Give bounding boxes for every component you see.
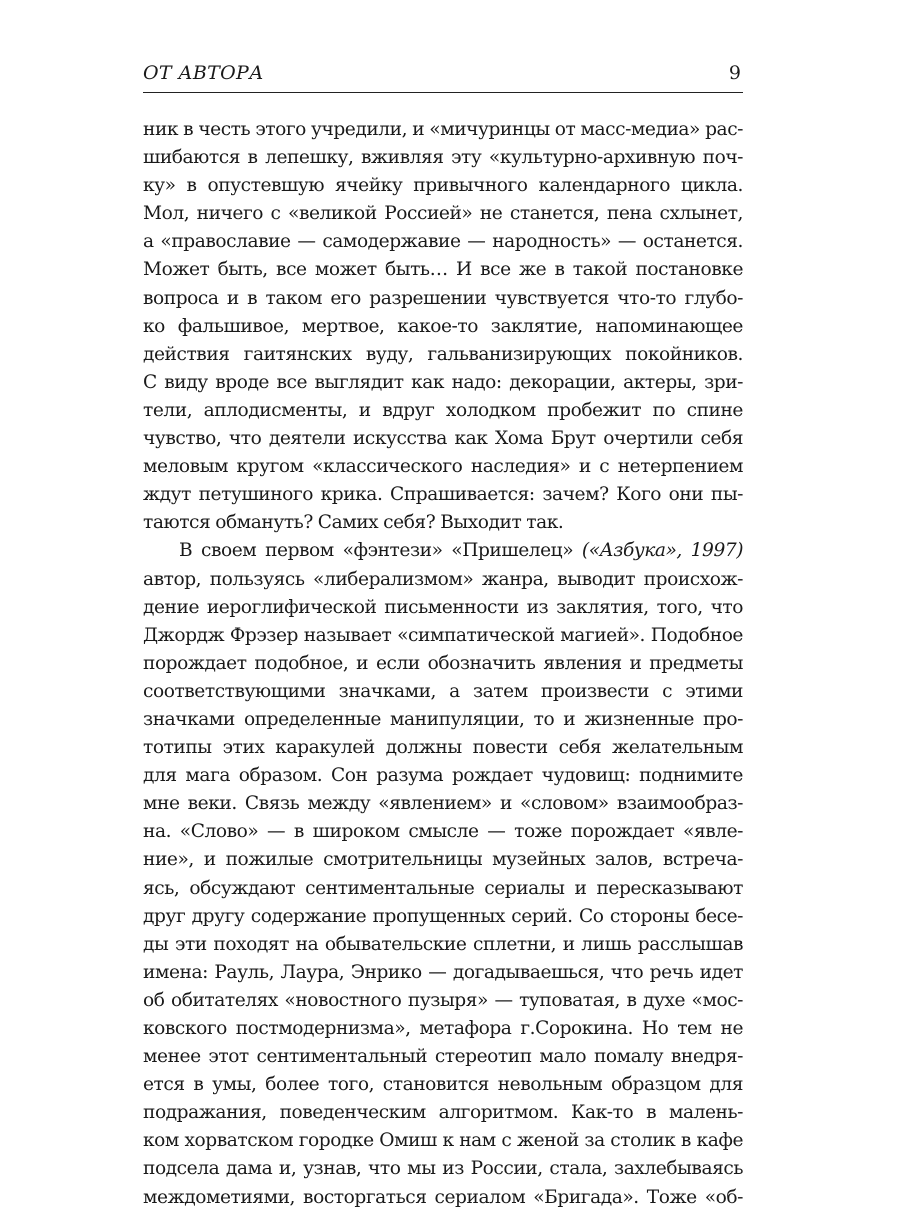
text-line [143,200,743,228]
line-text: чувство, что деятели искусства как Хома Брут очертили себя [143,428,743,450]
text-line [143,1184,743,1212]
text-line [143,594,743,622]
line-text: Мол, ничего с «великой Россией» не станется, пена схлынет, [143,203,743,225]
line-text: В своем первом «фэнтези» «Пришелец» [179,540,582,562]
line-text: автор, пользуясь «либерализмом» жанра, выводит происхож- [143,568,743,590]
text-line [143,481,743,509]
text-line [143,790,743,818]
text-line [143,903,743,931]
text-line [143,706,743,734]
text-line [143,818,743,846]
text-line [143,566,743,594]
line-text: шибаются в лепешку, вживляя эту «культурно-архивную поч- [143,147,743,169]
line-italic-citation: («Азбука», 1997) [581,540,744,562]
text-line [143,116,743,144]
line-text: для мага образом. Сон разума рождает чудовищ: поднимите [143,765,743,787]
line-text: ник в честь этого учредили, и «мичуринцы от масс-медиа» рас- [143,119,743,140]
running-header [143,62,743,93]
text-line [143,228,743,256]
text-line [143,1155,743,1183]
line-text: ку» в опустевшую ячейку привычного календарного цикла. [143,175,743,197]
text-line [143,650,743,678]
line-text: менее этот сентиментальный стереотип мало помалу внедря- [143,1046,743,1068]
text-line [143,1099,743,1127]
line-text: тели, аплодисменты, и вдруг холодком пробежит по спине [143,399,743,421]
line-text: ждут петушиного крика. Спрашивается: зачем? Кого они пы- [143,484,743,506]
line-text: Может быть, все может быть… И все же в такой постановке [143,259,743,281]
text-line [143,1015,743,1043]
text-line [143,537,743,565]
text-line [143,1071,743,1099]
line-text: ется в умы, более того, становится невольным образцом для [143,1074,743,1096]
text-line [143,453,743,481]
text-line [143,875,743,903]
text-line [143,762,743,790]
body-text [143,116,743,1212]
text-line [143,341,743,369]
line-text: друг другу содержание пропущенных серий. Со стороны бесе- [143,905,743,927]
line-text: ковского постмодернизма», метафора г.Сорокина. Но тем не [143,1018,743,1039]
line-text: подсела дама и, узнав, что мы из России, стала, захлебываясь [143,1158,743,1180]
text-line [143,987,743,1015]
page-number: 9 [728,62,741,84]
text-line [143,509,743,537]
text-line [143,313,743,341]
line-text: мне веки. Связь между «явлением» и «словом» взаимообраз- [143,793,743,815]
line-text: значками определенные манипуляции, то и жизненные про- [143,708,743,730]
line-text: соответствующими значками, а затем произвести с этими [143,680,743,702]
text-line [143,846,743,874]
text-line [143,1127,743,1155]
text-line [143,931,743,959]
line-text: тотипы этих каракулей должны повести себя желательным [143,737,743,759]
line-text: ясь, обсуждают сентиментальные сериалы и пересказывают [143,877,743,899]
line-text: ко фальшивое, мертвое, какое-то заклятие, напоминающее [143,315,743,337]
line-text: Джордж Фрэзер называет «симпатической магией». Подобное [143,624,743,646]
text-line [143,285,743,313]
text-line [143,1043,743,1071]
text-line [143,144,743,172]
line-text: действия гаитянских вуду, гальванизирующих покойников. [143,343,743,365]
line-text: дение иероглифической письменности из заклятия, того, что [143,596,743,618]
line-text: меловым кругом «классического наследия» и с нетерпением [143,456,743,478]
text-line [143,397,743,425]
text-line [143,172,743,200]
text-line [143,734,743,762]
line-text: ние», и пожилые смотрительницы музейных залов, встреча- [143,849,743,871]
text-line [143,369,743,397]
line-text: порождает подобное, и если обозначить явления и предметы [143,652,743,674]
line-text: вопроса и в таком его разрешении чувствуется что-то глубо- [143,287,743,309]
line-text: ды эти походят на обывательские сплетни, и лишь расслышав [143,933,743,955]
line-text: а «православие — самодержавие — народность» — останется. [143,231,743,253]
text-line [143,622,743,650]
text-line [143,256,743,284]
running-title: ОТ АВТОРА [143,62,264,84]
line-text: С виду вроде все выглядит как надо: декорации, актеры, зри- [143,371,743,393]
text-line [143,678,743,706]
line-text: имена: Рауль, Лаура, Энрико — догадываешься, что речь идет [143,961,743,983]
line-text: об обитателях «новостного пузыря» — туповатая, в духе «мос- [143,989,743,1011]
line-text: междометиями, восторгаться сериалом «Бригада». Тоже «об- [143,1186,743,1208]
line-text: на. «Слово» — в широком смысле — тоже порождает «явле- [143,821,743,843]
line-text: подражания, поведенческим алгоритмом. Как-то в малень- [143,1102,743,1124]
text-line [143,425,743,453]
line-text: таются обмануть? Самих себя? Выходит так. [143,512,564,534]
line-text: ком хорватском городке Омиш к нам с женой за столик в кафе [143,1130,743,1152]
text-line [143,959,743,987]
